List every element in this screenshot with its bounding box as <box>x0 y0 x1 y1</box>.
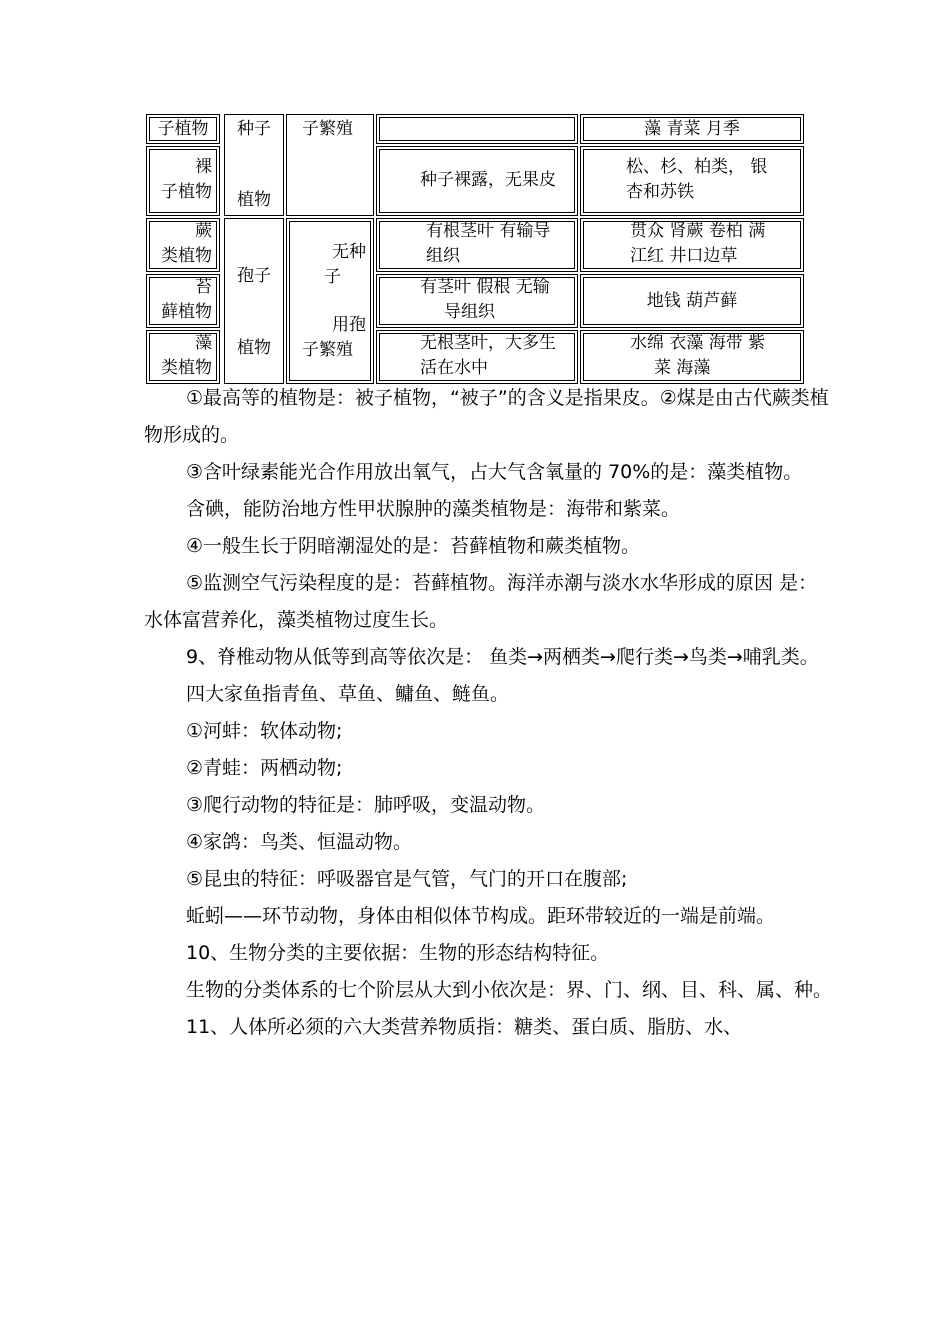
table-cell-text: 松、杉、柏类， 银 <box>626 157 768 177</box>
table-cell-text: 无根茎叶，大多生 <box>420 333 556 353</box>
paragraph: 蚯蚓——环节动物，身体由相似体节构成。距环带较近的一端是前端。 <box>186 905 776 927</box>
table-cell-text: 蕨 <box>195 221 212 241</box>
table-cell-text: 水绵 衣藻 海带 紫 <box>630 333 766 353</box>
table-cell-text: 活在水中 <box>420 358 488 378</box>
table-cell-text: 组织 <box>426 246 460 266</box>
paragraph: ①河蚌：软体动物; <box>186 720 343 742</box>
paragraph: ③爬行动物的特征是：肺呼吸，变温动物。 <box>186 794 546 816</box>
table-cell-text: 类植物 <box>161 358 212 378</box>
paragraph: ③含叶绿素能光合作用放出氧气，占大气含氧量的 70%的是：藻类植物。 <box>186 461 803 483</box>
table-cell-text: 苔 <box>195 277 212 297</box>
table-cell-text: 子 <box>324 267 341 287</box>
table-cell-text: 导组织 <box>444 302 495 322</box>
table-cell-text: 子繁殖 <box>302 340 353 360</box>
table-cell-text: 有茎叶 假根 无输 <box>420 277 550 297</box>
paragraph: 含碘，能防治地方性甲状腺肿的藻类植物是：海带和紫菜。 <box>186 498 681 520</box>
paragraph: ②青蛙：两栖动物; <box>186 757 343 779</box>
table-cell-text: 种子裸露，无果皮 <box>420 170 556 190</box>
body-text <box>144 380 834 1046</box>
table-cell <box>376 114 578 144</box>
table-cell-text: 植物 <box>237 190 271 210</box>
paragraph: ⑤监测空气污染程度的是：苔藓植物。海洋赤潮与淡水水华形成的原因 是：水体富营养化，藻类植物过度生长。 <box>144 572 818 631</box>
table-cell-text: 种子 <box>237 119 271 139</box>
table-cell-text: 菜 海藻 <box>654 358 711 378</box>
table-cell-text: 地钱 葫芦藓 <box>646 291 738 311</box>
table-cell-text: 江红 井口边草 <box>630 246 738 266</box>
table-cell-text: 裸 <box>195 157 212 177</box>
plant-classification-table <box>0 0 950 390</box>
table-cell-text: 子植物 <box>157 119 209 139</box>
table-cell-text: 用孢 <box>332 315 366 335</box>
table-cell-text: 藻 青菜 月季 <box>644 119 740 139</box>
paragraph: 9、脊椎动物从低等到高等依次是： 鱼类→两栖类→爬行类→鸟类→哺乳类。 <box>186 646 819 668</box>
table-cell <box>286 144 374 216</box>
table-cell-text: 子植物 <box>161 182 212 202</box>
table-cell-text: 藻 <box>195 333 212 353</box>
table-cell-text: 孢子 <box>237 266 271 286</box>
paragraph: ④一般生长于阴暗潮湿处的是：苔藓植物和蕨类植物。 <box>186 535 641 557</box>
paragraph: ⑤昆虫的特征：呼吸器官是气管，气门的开口在腹部; <box>186 868 628 890</box>
table-cell-text: 植物 <box>237 338 271 358</box>
paragraph: 10、生物分类的主要依据：生物的形态结构特征。 <box>186 942 610 964</box>
paragraph: ④家鸽：鸟类、恒温动物。 <box>186 831 413 853</box>
table-cell-text: 藓植物 <box>161 302 212 322</box>
table-cell-text: 子繁殖 <box>302 119 353 139</box>
table-cell-text: 杏和苏铁 <box>626 182 694 202</box>
paragraph: 生物的分类体系的七个阶层从大到小依次是：界、门、纲、目、科、属、种。 <box>186 979 833 1001</box>
paragraph: 四大家鱼指青鱼、草鱼、鳙鱼、鲢鱼。 <box>186 683 510 705</box>
table-cell-text: 类植物 <box>161 246 212 266</box>
table-cell-text: 贯众 肾蕨 卷柏 满 <box>630 221 766 241</box>
paragraph: ①最高等的植物是：被子植物，“被子”的含义是指果皮。②煤是由古代蕨类植物形成的。 <box>144 387 829 446</box>
table-cell-text: 有根茎叶 有输导 <box>426 221 551 241</box>
table-cell-text: 无种 <box>332 242 366 262</box>
paragraph: 11、人体所必须的六大类营养物质指：糖类、蛋白质、脂肪、水、 <box>186 1016 743 1038</box>
